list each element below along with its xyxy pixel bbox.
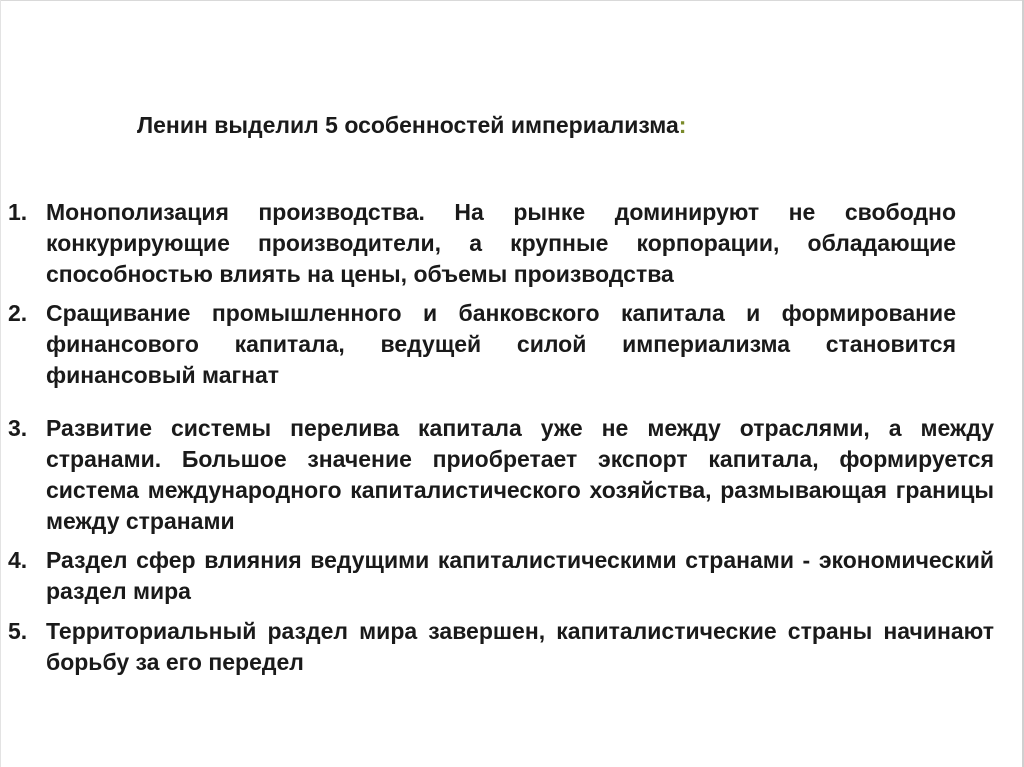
list-item-text: Сращивание промышленного и банковского капитала и формирование финансового капитала, ведущей силой империализма становится финансовый магнат <box>46 300 956 388</box>
list-item-4 <box>8 545 994 607</box>
slide-title <box>137 112 686 139</box>
list-item-5 <box>8 616 994 678</box>
list-item-number: 3. <box>8 415 28 441</box>
list-item-text: Монополизация производства. На рынке доминируют не свободно конкурирующие производители, а крупные корпорации, обладающие способностью влиять на цены, объемы производства <box>46 199 956 287</box>
list-item-number: 2. <box>8 300 28 326</box>
list-item-number: 4. <box>8 547 28 573</box>
list-item-text: Раздел сфер влияния ведущими капиталистическими странами - экономический раздел мира <box>46 547 994 604</box>
list-item-text: Территориальный раздел мира завершен, капиталистические страны начинают борьбу за его передел <box>46 618 994 675</box>
list-item-number: 5. <box>8 618 28 644</box>
slide-title-colon: : <box>678 112 687 138</box>
list-item-text: Развитие системы перелива капитала уже не между отраслями, а между странами. Большое значение приобретает экспорт капитала, формируется система международного капиталистического хозяйства, размывающая границы между странами <box>46 415 994 534</box>
list-item-2 <box>8 298 994 391</box>
slide-title-text: Ленин выделил 5 особенностей империализма <box>137 112 679 138</box>
list-item-number: 1. <box>8 199 28 225</box>
list-item-1 <box>8 197 994 290</box>
slide-border-top <box>0 0 1024 1</box>
slide-border-left <box>0 0 1 767</box>
list-item-3 <box>8 413 994 537</box>
